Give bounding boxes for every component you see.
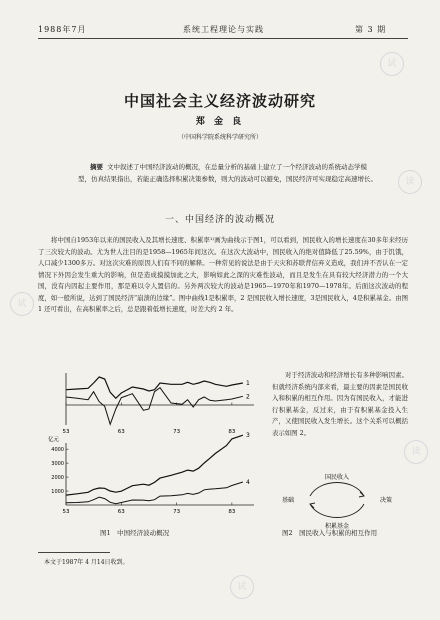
figure-2-right-label: 决策 xyxy=(379,497,393,504)
article-title: 中国社会主义经济波动研究 xyxy=(123,92,316,110)
header-journal: 系统工程理论与实践 xyxy=(183,25,264,34)
y-tick-label: 3000 xyxy=(51,461,64,468)
series-label-1: 1 xyxy=(245,380,250,387)
watermark-seal: 试 xyxy=(10,292,34,316)
series-line-1 xyxy=(66,377,243,398)
footnote: 本文于1987年 4 月14日收到。 xyxy=(44,559,129,566)
figure-2-arc-top xyxy=(310,483,364,497)
watermark-seal: 试 xyxy=(230,575,254,599)
series-label-2: 2 xyxy=(245,393,250,401)
series-line-3 xyxy=(66,435,243,495)
footnote-rule xyxy=(38,552,110,553)
section-title: 一、中国经济的波动概况 xyxy=(164,215,275,225)
header-rule xyxy=(38,38,408,39)
x-tick-label: 83 xyxy=(228,429,236,435)
figure-1 xyxy=(46,370,266,520)
watermark-seal: 读 xyxy=(404,440,428,464)
x-tick-label: 53 xyxy=(62,429,70,435)
series-label-3: 3 xyxy=(245,432,250,440)
y-axis-label: 亿元 xyxy=(48,437,60,443)
x-tick-label: 73 xyxy=(173,429,181,435)
y-tick-label: 2000 xyxy=(51,475,64,482)
y-tick-label: 4000 xyxy=(51,447,64,454)
figure-2-bottom-label: 积累基金 xyxy=(324,523,350,530)
series-line-4 xyxy=(66,482,243,504)
x-tick-label: 63 xyxy=(117,509,125,515)
y-tick-label: 1000 xyxy=(51,489,64,496)
body-paragraph-1: 将中国自1953年以来的国民收入及其增长速度、积累率¹⁾画为曲线示于图1，可以看到，国民收入的增长速度在30多年来经历了三次较大的波动。尤为世人注目的是1958—1965年间这次。在这次大波动中，国民收入的绝对值降低了25.59%，由于饥饿，人口减少1300多万。对这次灾难的原因人们有不同的解释。一种常见的说法是由于天灾和苏联背信弃义造成，我们并不否认在一定情况下外因会发生重大的影响，但是造成摸摸加此之大，影响如此之深的灾难性波动，而且是发生在具有较大经济潜力的一个大国，没有内因起主要作用，那是难以令人置信的。另外两次较大的波动是1965—1970年和1970—1978年。后面这次波动的程度，如一般所说，达到了国民经济“崩溃的边缘”。图中曲线1是积累率，2 是国民收入增长速度，3是国民收入，4是积累基金。由图 1 还可看出，在高积累率之后，总是跟着低增长速度，时差大约 2 年。 xyxy=(38,236,408,313)
series-line-2 xyxy=(66,388,243,425)
abstract xyxy=(78,161,378,185)
figure-2-arc-bottom xyxy=(310,504,364,518)
figure-2-top-label: 国民收入 xyxy=(324,474,350,481)
abstract-label: 摘要 xyxy=(90,163,103,171)
x-tick-label: 63 xyxy=(117,429,125,435)
figure-2-left-label: 基础 xyxy=(281,497,295,504)
header-issue: 第 3 期 xyxy=(355,25,387,34)
figure-2 xyxy=(262,470,412,530)
figure-1-caption: 图1 中国经济波动概况 xyxy=(100,529,170,537)
body-paragraph-2: 对于经济波动和经济增长有多种影响因素。但就经济系统内部来看，最主要的因素是国民收入和积累的相互作用。因为有国民收入，才能进行积累基金，反过来，由于有积累基金投入生产，又使国民收入发生增长。这个关系可以概括表示如图 2。 xyxy=(272,371,408,437)
header-date: 1988年7月 xyxy=(38,25,87,34)
x-tick-label: 53 xyxy=(62,509,70,515)
watermark-seal: 试 xyxy=(380,52,404,76)
abstract-text: 文中叙述了中国经济波动的概况，在总量分析的基础上建立了一个经济波动的系统动态学模型，仿真结果指出，若能正确选择积累决策参数，则大的波动可以避免，国民经济可实现稳定高速增长。 xyxy=(78,163,377,183)
figure-2-caption: 图2 国民收入与积累的相互作用 xyxy=(282,529,378,537)
series-label-4: 4 xyxy=(245,478,250,486)
article-affiliation: （中国科学院系统科学研究所） xyxy=(177,134,262,141)
article-author: 郑 金 良 xyxy=(195,117,245,127)
x-tick-label: 73 xyxy=(173,509,181,515)
watermark-seal: 读 xyxy=(398,170,422,194)
x-tick-label: 83 xyxy=(228,509,236,515)
